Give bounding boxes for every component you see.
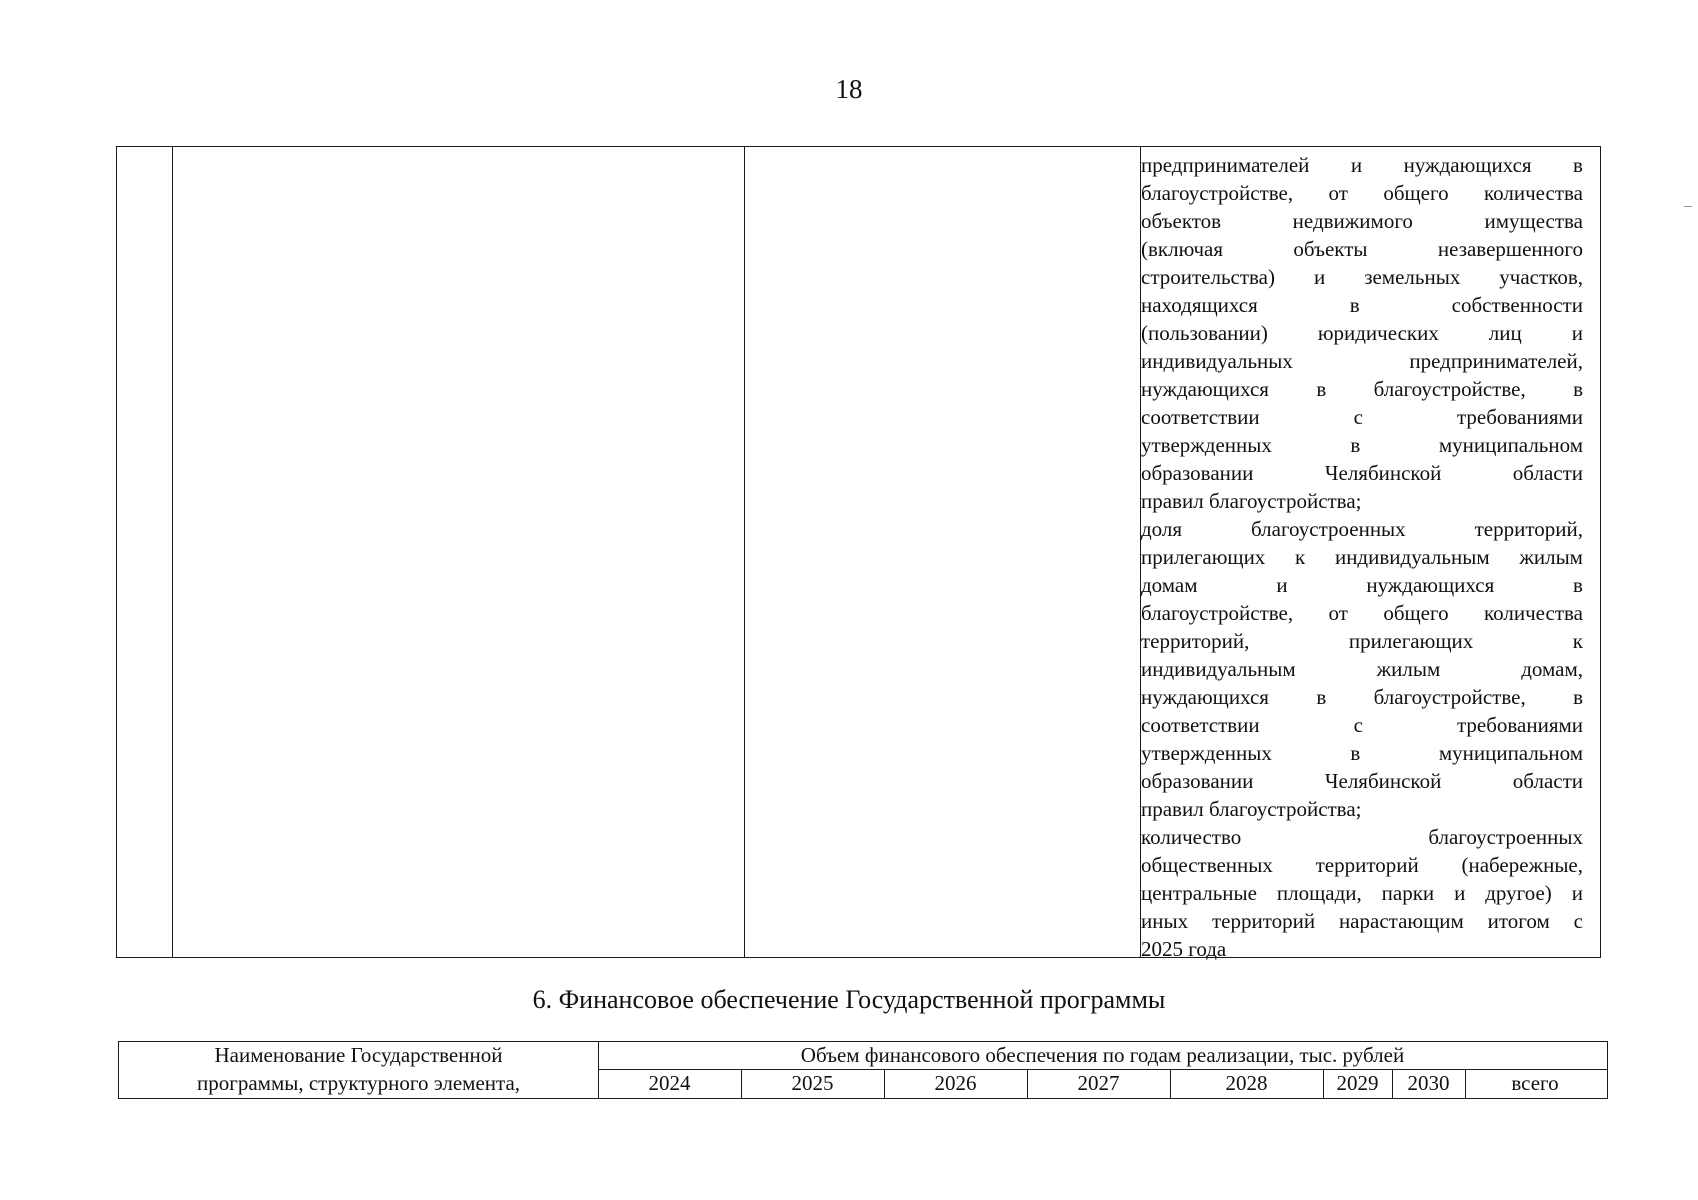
indicator-word: нуждающихся [1403, 153, 1532, 177]
indicator-word: требованиями [1456, 713, 1583, 737]
indicator-text-line [1141, 655, 1583, 683]
name-column-header-line-2: программы, структурного элемента, [196, 1071, 521, 1095]
indicator-word: территорий, [1141, 629, 1250, 653]
indicator-word: образовании [1141, 769, 1254, 793]
indicator-text-line [1141, 179, 1583, 207]
indicator-word: находящихся [1141, 293, 1258, 317]
indicator-word: доля [1141, 517, 1183, 541]
indicator-text-line: правил благоустройства; [1141, 489, 1362, 513]
indicator-text-line [1141, 879, 1583, 907]
indicator-word: (набережные, [1461, 853, 1583, 877]
indicator-word: общего [1383, 181, 1449, 205]
indicator-word: благоустроенных [1251, 517, 1406, 541]
indicator-word: благоустройстве, [1141, 601, 1294, 625]
indicator-word: итогом [1487, 909, 1550, 933]
indicator-text-line [1141, 767, 1583, 795]
indicator-text-line: 2025 года [1141, 937, 1227, 961]
indicator-word: территорий [1315, 853, 1419, 877]
indicator-word: прилегающих [1348, 629, 1474, 653]
indicator-text-line [1141, 347, 1583, 375]
indicator-word: центральные [1141, 881, 1257, 905]
indicator-word: предпринимателей, [1409, 349, 1583, 373]
indicator-word: нуждающихся [1366, 573, 1495, 597]
indicator-text-line [1141, 599, 1583, 627]
indicator-word: индивидуальных [1141, 349, 1293, 373]
indicator-word: количество [1141, 825, 1242, 849]
indicator-text-line [1141, 235, 1583, 263]
indicator-word: количества [1484, 601, 1583, 625]
indicator-word: муниципальном [1438, 741, 1583, 765]
indicator-text-line [1141, 543, 1583, 571]
indicator-word: благоустройстве, [1141, 181, 1294, 205]
indicator-word: лиц [1488, 321, 1522, 345]
indicator-word: благоустроенных [1428, 825, 1583, 849]
indicator-word: общего [1383, 601, 1449, 625]
indicator-word: (пользовании) [1141, 321, 1268, 345]
indicator-word: недвижимого [1292, 209, 1413, 233]
indicator-word: с [1353, 713, 1363, 737]
indicator-word: предпринимателей [1141, 153, 1310, 177]
indicators-cell-text [1141, 151, 1583, 963]
indicator-word: индивидуальным [1141, 657, 1296, 681]
indicator-word: благоустройстве, [1373, 685, 1526, 709]
indicator-word: благоустройстве, [1373, 377, 1526, 401]
indicator-word: области [1512, 769, 1583, 793]
total-header-cell: всего [1511, 1071, 1559, 1095]
indicator-word: требованиями [1456, 405, 1583, 429]
indicator-word: нуждающихся [1141, 685, 1269, 709]
indicator-word: другое) [1485, 881, 1552, 905]
indicator-word: имущества [1484, 209, 1583, 233]
table-column-divider [744, 147, 745, 957]
year-header-cell: 2025 [791, 1071, 834, 1095]
indicator-word: индивидуальным [1334, 545, 1490, 569]
year-header-cell: 2029 [1336, 1071, 1379, 1095]
indicator-word: собственности [1451, 293, 1583, 317]
indicator-word: и [1571, 321, 1583, 345]
indicator-text-line [1141, 375, 1583, 403]
indicator-word: объекты [1293, 237, 1368, 261]
name-column-header-line-1: Наименование Государственной [214, 1043, 503, 1067]
indicator-word: жилым [1376, 657, 1441, 681]
indicator-text-line [1141, 263, 1583, 291]
indicator-text-line [1141, 571, 1583, 599]
indicator-text-line [1141, 627, 1583, 655]
table-column-divider [741, 1069, 742, 1098]
table-column-divider [172, 147, 173, 957]
indicator-text-line [1141, 291, 1583, 319]
indicator-word: Челябинской [1324, 461, 1442, 485]
indicator-word: в [1573, 573, 1583, 597]
indicator-word: и [1276, 573, 1288, 597]
indicator-word: участков, [1499, 265, 1583, 289]
indicator-word: земельных [1364, 265, 1461, 289]
indicator-text-line [1141, 823, 1583, 851]
indicator-word: и [1571, 881, 1583, 905]
indicator-word: в [1573, 685, 1583, 709]
indicator-text-line [1141, 739, 1583, 767]
year-header-cell: 2028 [1225, 1071, 1268, 1095]
indicator-word: соответствии [1141, 405, 1260, 429]
volume-header: Объем финансового обеспечения по годам реализации, тыс. рублей [800, 1043, 1405, 1067]
year-header-cell: 2024 [648, 1071, 691, 1095]
indicator-word: к [1295, 545, 1306, 569]
indicator-word: утвержденных [1141, 433, 1272, 457]
indicator-text-line: правил благоустройства; [1141, 797, 1362, 821]
table-column-divider [1170, 1069, 1171, 1098]
indicator-word: от [1328, 601, 1348, 625]
indicator-word: области [1512, 461, 1583, 485]
table-column-divider [1027, 1069, 1028, 1098]
indicators-table-continuation [116, 146, 1601, 961]
indicator-word: жилым [1519, 545, 1583, 569]
indicator-word: (включая [1141, 237, 1224, 261]
indicator-text-line [1141, 683, 1583, 711]
indicator-word: образовании [1141, 461, 1254, 485]
page-number: 18 [835, 74, 863, 104]
indicator-text-line [1141, 459, 1583, 487]
indicator-word: прилегающих [1141, 545, 1266, 569]
indicator-text-line [1141, 851, 1583, 879]
table-column-divider [1323, 1069, 1324, 1098]
indicator-word: количества [1484, 181, 1583, 205]
indicator-word: в [1350, 741, 1361, 765]
indicator-text-line [1141, 907, 1583, 935]
indicator-word: объектов [1141, 209, 1222, 233]
indicator-word: домам [1141, 573, 1198, 597]
indicator-word: в [1349, 293, 1360, 317]
indicator-word: с [1353, 405, 1363, 429]
table-column-divider [1465, 1069, 1466, 1098]
indicator-word: площади, [1276, 881, 1362, 905]
financing-table [118, 1041, 1608, 1099]
indicator-text-line [1141, 711, 1583, 739]
indicator-text-line [1141, 319, 1583, 347]
indicator-word: общественных [1141, 853, 1273, 877]
indicator-word: строительства) [1141, 265, 1275, 289]
indicator-word: нарастающим [1338, 909, 1464, 933]
indicator-word: в [1350, 433, 1361, 457]
indicator-word: и [1454, 881, 1466, 905]
indicator-word: домам, [1521, 657, 1583, 681]
indicator-word: муниципальном [1438, 433, 1583, 457]
indicator-word: к [1572, 629, 1583, 653]
indicator-word: территорий [1211, 909, 1316, 933]
indicator-text-line [1141, 403, 1583, 431]
indicator-word: Челябинской [1324, 769, 1442, 793]
year-header-cell: 2027 [1077, 1071, 1120, 1095]
indicator-word: и [1350, 153, 1363, 177]
indicator-text-line [1141, 207, 1583, 235]
indicator-word: в [1573, 153, 1583, 177]
year-header-cell: 2026 [934, 1071, 977, 1095]
section-title: 6. Финансовое обеспечение Государственной программы [532, 985, 1166, 1014]
indicator-word: соответствии [1141, 713, 1260, 737]
indicator-word: с [1573, 909, 1583, 933]
table-column-divider [1392, 1069, 1393, 1098]
table-column-divider [884, 1069, 885, 1098]
indicator-word: незавершенного [1437, 237, 1583, 261]
indicator-word: парки [1381, 881, 1435, 905]
indicator-text-line [1141, 431, 1583, 459]
indicator-word: и [1313, 265, 1326, 289]
indicator-word: юридических [1317, 321, 1439, 345]
indicator-word: нуждающихся [1141, 377, 1269, 401]
indicator-word: утвержденных [1141, 741, 1272, 765]
indicator-word: от [1328, 181, 1348, 205]
indicator-text-line [1141, 151, 1583, 179]
indicator-word: в [1316, 377, 1327, 401]
year-header-cell: 2030 [1407, 1071, 1450, 1095]
indicator-word: в [1316, 685, 1327, 709]
indicator-text-line [1141, 515, 1583, 543]
scan-edge-mark [1684, 206, 1692, 207]
indicator-word: иных [1141, 909, 1189, 933]
indicator-word: территорий, [1474, 517, 1583, 541]
indicator-word: в [1573, 377, 1583, 401]
